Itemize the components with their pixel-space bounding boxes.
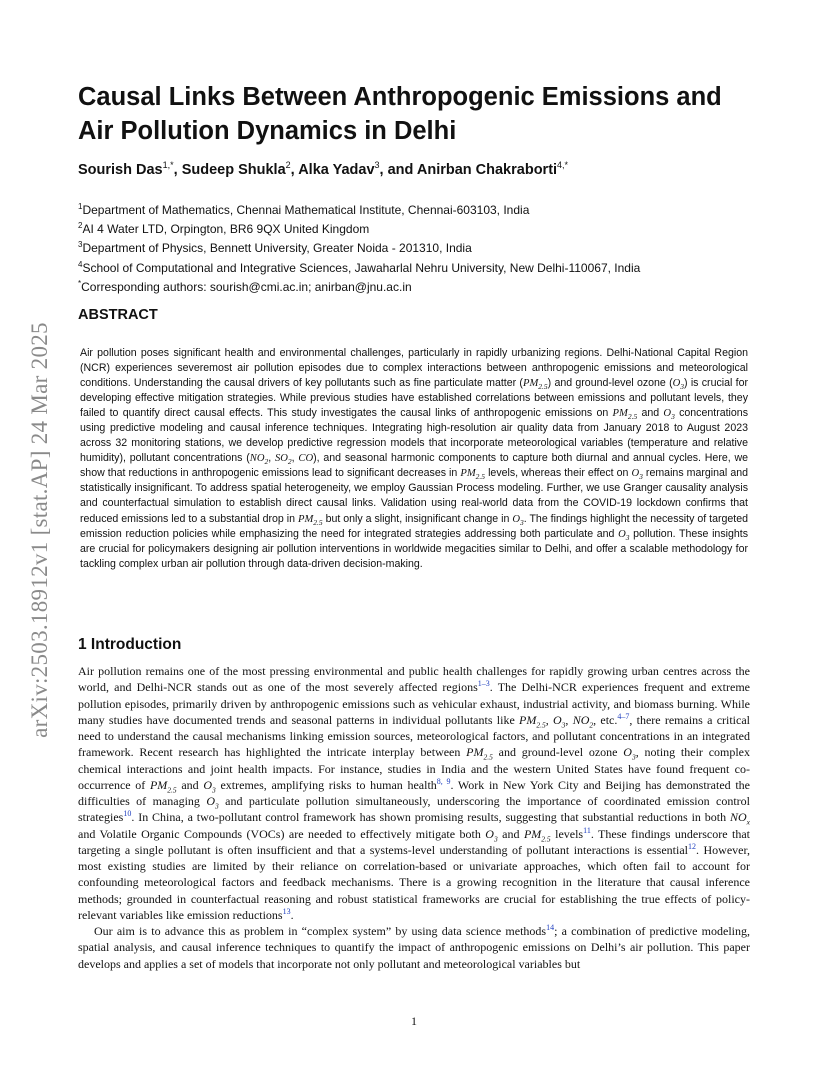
affiliation-line <box>78 237 778 256</box>
affiliation-text: Department of Physics, Bennett University, Greater Noida - 201310, India <box>82 241 472 256</box>
citation-link[interactable]: 1–3 <box>477 679 490 689</box>
paper-title <box>78 80 778 148</box>
math-o3: $O_3$ <box>553 712 566 730</box>
math-co: CO <box>298 453 314 465</box>
section-heading-introduction: 1 Introduction <box>78 636 182 653</box>
author-name: Alka Yadav <box>298 161 375 178</box>
math-pm25: $PM_{2.5}$ <box>149 777 177 795</box>
author-name: Anirban Chakraborti <box>416 161 558 178</box>
introduction-body <box>78 663 750 972</box>
math-pm25: $PM_{2.5}$ <box>522 378 548 392</box>
author-name: Sourish Das <box>78 161 163 178</box>
paper-title-line-2: Air Pollution Dynamics in Delhi <box>78 117 457 145</box>
citation-link[interactable]: 8, 9 <box>436 776 451 786</box>
citation-link[interactable]: 4–7 <box>617 711 630 721</box>
math-o3: $O_3$ <box>512 513 524 527</box>
introduction-paragraph-1: Air pollution remains one of the most pressing environmental and public health challenges for rapidly growing urban centres across the world, and Delhi-NCR stands out as one of the most severely affected regions$^{1-3}$. The Delhi-NCR experiences frequent and extreme pollution episodes, primarily driven by anthropogenic emissions such as vehicular exhaust, industrial activity, and biomass burning. While many studies have documented trends and seasonal patterns in individual pollutants like $PM_{2.5}$, $O_3$, $NO_2$, etc.$^{4-7}$, there remains a critical need to understand the causal mechanisms linking emission sources, meteorological factors, and pollutant concentrations in an integrated framework. Recent research has highlighted the intricate interplay between $PM_{2.5}$ and ground-level ozone $O_3$, noting their complex chemical interactions and joint health impacts. For instance, studies in India and the western United States have found frequent co-occurrence of $PM_{2.5}$ and $O_3$ extremes, amplifying risks to human health$^{8, 9}$. Work in New York City and Beijing has demonstrated the difficulties of managing $O_3$ and particulate pollution simultaneously, underscoring the importance of coordinated emission control strategies$^{10}$. In China, a two-pollutant control framework has shown promising results, suggesting that substantial reductions in both $NO_x$ and Volatile Organic Compounds (VOCs) are needed to effectively mitigate both $O_3$ and $PM_{2.5}$ levels$^{11}$. These findings underscore that targeting a single pollutant is often insufficient and that a systems-level understanding of pollutant interactions is essential$^{12}$. However, most existing studies are limited by their reliance on correlation-based or univariate approaches, which often fail to account for confounding meteorological factors and feedback mechanisms. There is a growing recognition in the literature that causal inference methods; grounded in counterfactual reasoning and robust statistical frameworks are crucial for establishing the true effects of policy-relevant variables like emission reductions$^{13}$. <box>78 664 751 922</box>
affiliation-mark: * <box>78 278 82 288</box>
introduction-paragraph-2: Our aim is to advance this as problem in “complex system” by using data science methods$^{14}$; a combination of predictive modeling, spatial analysis, and causal inference techniques to quantify the impact of anthropogenic emissions on Delhi’s air pollution. This paper develops and applies a set of models that incorporate not only pollutant and meteorological variables but <box>78 923 750 971</box>
affiliation-line <box>78 218 778 237</box>
affiliation-mark: 4 <box>78 259 83 269</box>
math-pm25: $PM_{2.5}$ <box>519 712 546 730</box>
math-so2: $SO_2$ <box>274 453 292 467</box>
math-o3: $O_3$ <box>206 794 219 811</box>
math-o3: $O_3$ <box>203 777 216 795</box>
arxiv-identifier-text: arXiv:2503.18912v1 [stat.AP] 24 Mar 2025 <box>27 322 52 738</box>
affiliation-line <box>78 199 778 218</box>
math-o3: $O_3$ <box>485 826 498 843</box>
math-no2: $NO_2$ <box>572 712 594 730</box>
affiliation-line <box>78 257 778 276</box>
citation-link[interactable]: 10 <box>123 809 132 819</box>
paper-title-line-1: Causal Links Between Anthropogenic Emissions and <box>78 83 722 111</box>
math-o3: $O_3$ <box>623 745 636 762</box>
math-pm25: $PM_{2.5}$ <box>523 826 551 843</box>
affiliation-list <box>78 199 778 295</box>
citation-link[interactable]: 13 <box>282 906 291 916</box>
math-pm25: $PM_{2.5}$ <box>297 513 323 527</box>
arxiv-identifier-stamp <box>20 285 60 775</box>
math-o3: $O_3$ <box>631 468 643 482</box>
author-separator: , <box>173 161 182 178</box>
math-pm25: $PM_{2.5}$ <box>460 468 486 482</box>
math-o3: $O_3$ <box>663 408 675 422</box>
affiliation-text: AI 4 Water LTD, Orpington, BR6 9QX United Kingdom <box>82 222 370 237</box>
author-separator: , and <box>379 161 417 178</box>
affiliation-text: Department of Mathematics, Chennai Mathematical Institute, Chennai-603103, India <box>82 203 530 217</box>
math-pm25: $PM_{2.5}$ <box>612 408 638 422</box>
math-nox: $NO_x$ <box>729 810 750 827</box>
math-pm25: $PM_{2.5}$ <box>466 745 493 762</box>
affiliation-mark: 3 <box>78 240 83 250</box>
author-affiliation-mark: 4,* <box>557 160 569 170</box>
author-separator: , <box>290 161 299 178</box>
author-affiliation-mark: 1,* <box>162 160 174 170</box>
affiliation-mark: 1 <box>78 202 83 211</box>
math-o3: $O_3$ <box>618 528 630 542</box>
citation-link[interactable]: 11 <box>583 825 591 835</box>
affiliation-text: School of Computational and Integrative Sciences, Jawaharlal Nehru University, New Delhi-110067, India <box>82 260 641 275</box>
author-name: Sudeep Shukla <box>181 161 286 178</box>
abstract-text: Air pollution poses significant health and environmental challenges, particularly in rapidly urbanizing regions. Delhi-National Capital Region (NCR) experiences severemost air pollution episodes due to complex interactions between anthropogenic emissions and meteorological conditions. Understanding the causal drivers of key pollutants such as fine particulate matter $(PM_{2.5})$ and ground-level ozone $(O_3)$ is crucial for developing effective mitigation strategies. While previous studies have established correlations between emissions and pollutant levels, they failed to quantify direct causal effects. This study investigates the causal links of anthropogenic emissions on $PM_{2.5}$ and $O_3$ concentrations using predictive modeling and causal inference techniques. Integrating high-resolution air quality data from January 2018 to August 2023 across 32 monitoring stations, we develop predictive regression models that incorporate meteorological variables (temperature and relative humidity), pollutant concentrations ($NO_2$, $SO_2$, CO), and seasonal harmonic components to capture both diurnal and annual cycles. Here, we show that reductions in anthropogenic emissions lead to significant decreases in $PM_{2.5}$ levels, whereas their effect on $O_3$ remains marginal and statistically insignificant. To address spatial heterogeneity, we employ Gaussian Process modeling. Further, we use Granger causality analysis and counterfactual simulation to establish direct causal links. Validation using real-world data from the COVID-19 lockdown confirms that reduced emissions led to a substantial drop in $PM_{2.5}$ but only a slight, insignificant change in $O_3$. The findings highlight the necessity of targeted emission reduction policies while emphasizing the need for integrated strategies addressing both particulate and $O_3$ pollution. These insights are crucial for policymakers designing air pollution interventions in worldwide megacities similar to Delhi, and offer a scalable methodology for tackling complex urban air pollution through data-driven decision-making. <box>80 347 749 570</box>
affiliation-text: Corresponding authors: sourish@cmi.ac.in; anirban@jnu.ac.in <box>81 279 412 294</box>
page-number: 1 <box>411 1014 417 1028</box>
affiliation-mark: 2 <box>78 221 83 231</box>
math-o3: $O_3$ <box>672 378 685 392</box>
author-list <box>78 160 778 178</box>
author-affiliation-mark: 3 <box>374 160 380 170</box>
citation-link[interactable]: 14 <box>546 923 555 932</box>
author-affiliation-mark: 2 <box>285 160 291 170</box>
math-no2: $NO_2$ <box>249 453 269 467</box>
citation-link[interactable]: 12 <box>688 841 696 851</box>
abstract-heading: ABSTRACT <box>78 307 158 323</box>
affiliation-line <box>78 276 778 295</box>
